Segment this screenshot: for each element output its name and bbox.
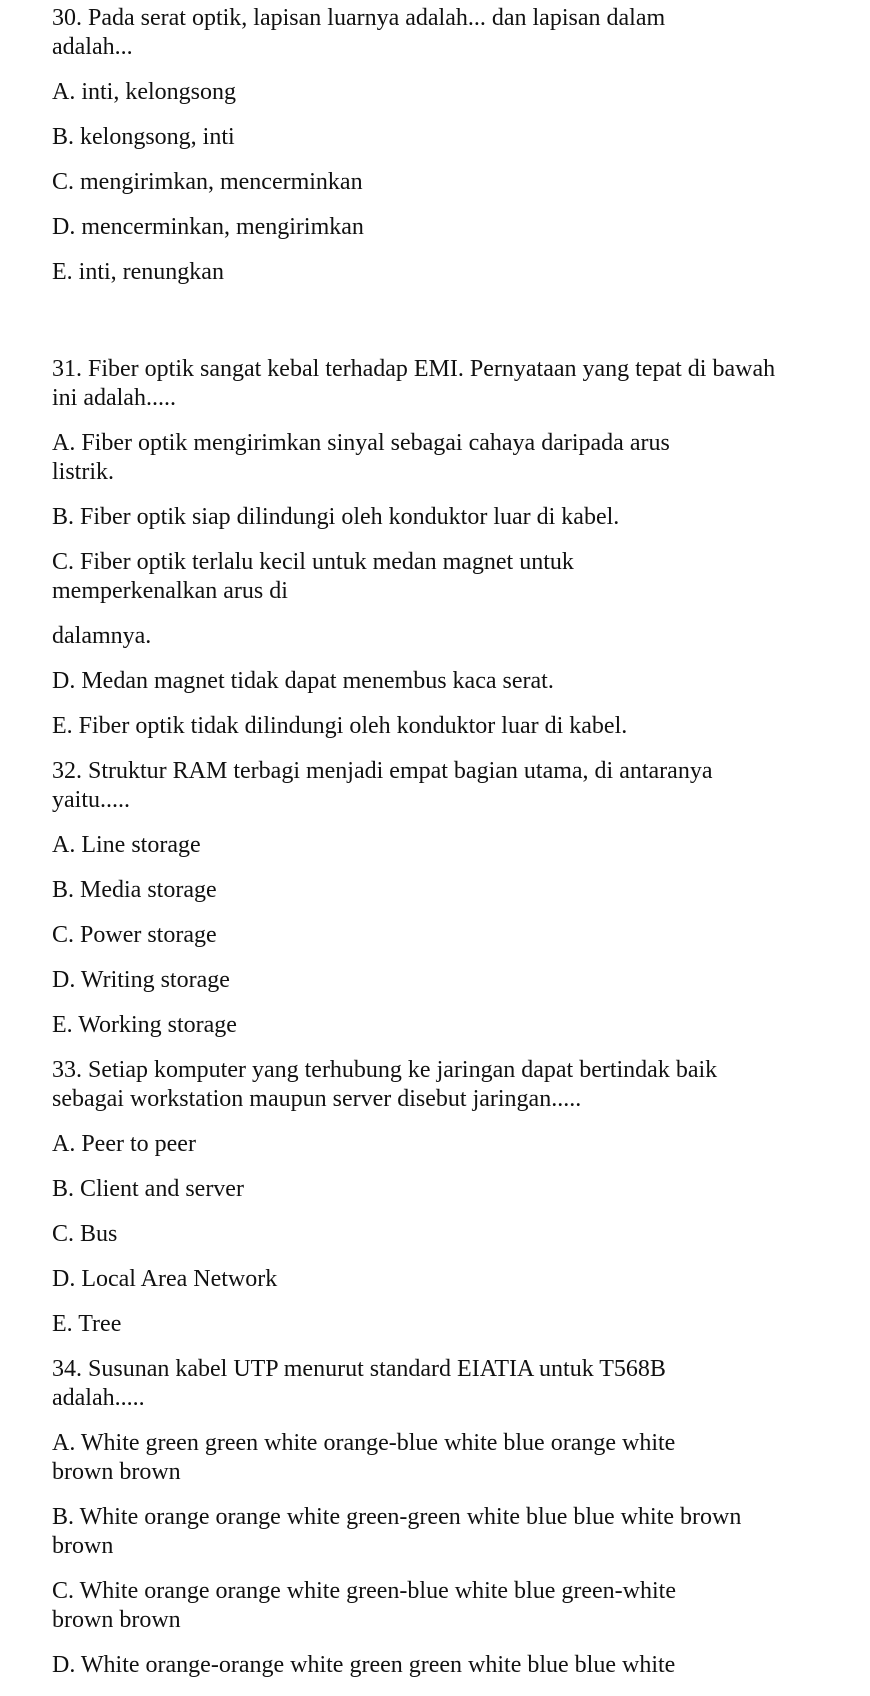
option: D. White orange-orange white green green white blue blue white xyxy=(52,1652,676,1678)
option: D. Writing storage xyxy=(52,967,230,993)
option: E. Working storage xyxy=(52,1012,237,1038)
option: D. Medan magnet tidak dapat menembus kaca serat. xyxy=(52,668,554,694)
option: E. Tree xyxy=(52,1311,122,1337)
option: C. White orange orange white green-blue white blue green-white brown brown xyxy=(52,1578,682,1633)
spacer xyxy=(52,303,842,355)
question-text: 32. Struktur RAM terbagi menjadi empat bagian utama, di antaranya yaitu..... xyxy=(52,758,719,813)
question-34 xyxy=(52,1355,842,1680)
option: C. Bus xyxy=(52,1221,118,1247)
question-text: 33. Setiap komputer yang terhubung ke jaringan dapat bertindak baik sebagai workstation maupun server disebut jaringan..... xyxy=(52,1057,724,1112)
question-text: 34. Susunan kabel UTP menurut standard EIATIA untuk T568B adalah..... xyxy=(52,1356,672,1411)
option: B. Fiber optik siap dilindungi oleh konduktor luar di kabel. xyxy=(52,504,620,530)
option: A. Peer to peer xyxy=(52,1131,196,1157)
question-32 xyxy=(52,757,842,1040)
option: B. White orange orange white green-green white blue blue white brown brown xyxy=(52,1504,748,1559)
option: A. inti, kelongsong xyxy=(52,79,236,105)
question-31 xyxy=(52,355,842,741)
option: A. White green green white orange-blue white blue orange white brown brown xyxy=(52,1430,682,1485)
question-text: 30. Pada serat optik, lapisan luarnya adalah... dan lapisan dalam adalah... xyxy=(52,5,672,60)
question-30 xyxy=(52,4,842,287)
option: A. Line storage xyxy=(52,832,201,858)
option: B. kelongsong, inti xyxy=(52,124,235,150)
option: B. Media storage xyxy=(52,877,217,903)
option: B. Client and server xyxy=(52,1176,244,1202)
question-33 xyxy=(52,1056,842,1339)
document-page xyxy=(52,4,842,1696)
question-text: 31. Fiber optik sangat kebal terhadap EMI. Pernyataan yang tepat di bawah ini adalah..... xyxy=(52,356,782,411)
option: C. Fiber optik terlalu kecil untuk medan magnet untuk memperkenalkan arus di xyxy=(52,549,580,604)
option: C. mengirimkan, mencerminkan xyxy=(52,169,363,195)
option: E. inti, renungkan xyxy=(52,259,224,285)
option: A. Fiber optik mengirimkan sinyal sebagai cahaya daripada arus listrik. xyxy=(52,430,676,485)
option: D. mencerminkan, mengirimkan xyxy=(52,214,364,240)
option: E. Fiber optik tidak dilindungi oleh konduktor luar di kabel. xyxy=(52,713,628,739)
option-continuation: dalamnya. xyxy=(52,623,152,649)
option: D. Local Area Network xyxy=(52,1266,278,1292)
option: C. Power storage xyxy=(52,922,217,948)
